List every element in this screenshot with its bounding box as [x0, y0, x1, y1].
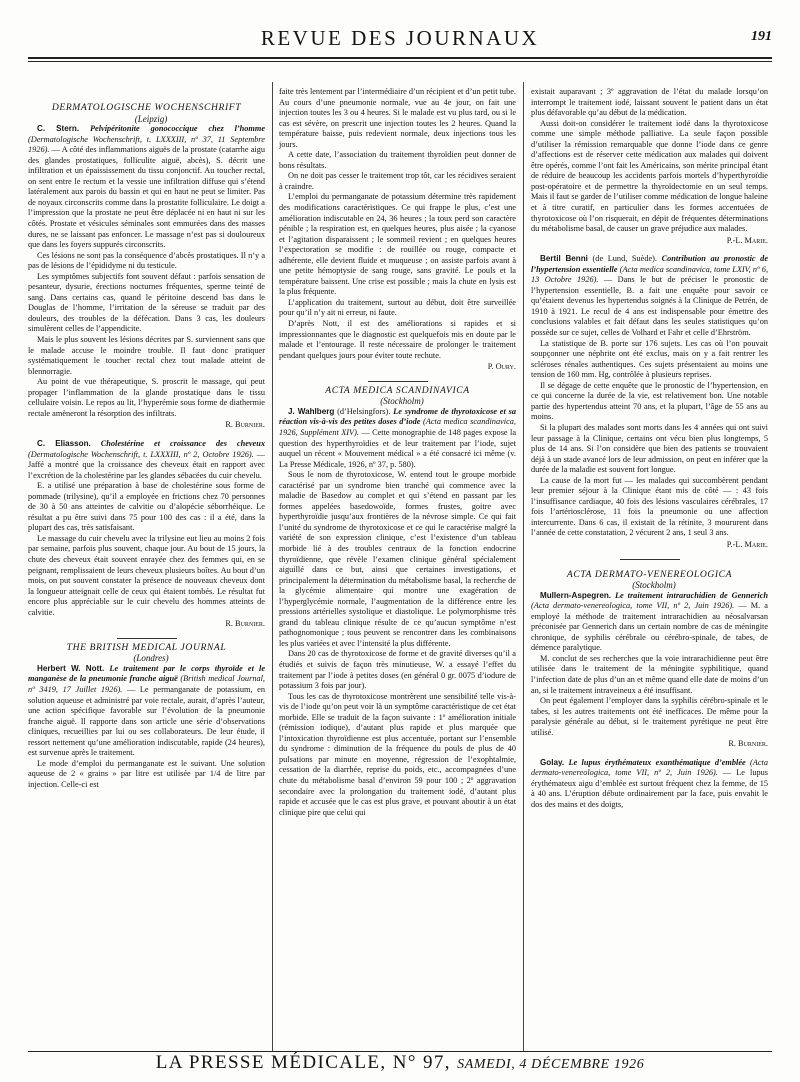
journal-city: (Stockholm) [632, 580, 676, 591]
paragraph: Sous le nom de thyrotoxicose, W. entend tout le groupe morbide caractérisé par un syndrome bien tranché qui commence avec la maladie de Basedow au complet et qui s’étend en passant par les formes appelées basedowoïde, formes frustes, goitre avec hyperthyroïdie jusqu’aux frontières de la névrose simple. Ce qui fait l’unité du syndrome de thyrotoxicose et ce qui le caractérise malgré la variété de son expression clinique, c’est l’existence d’un tableau morbide lié à des troubles centraux de la fonction endocrine thyroïdienne, que révèle l’examen clinique général spécialement aiguillé dans ce but, ainsi que certaines investigations, et principalement la détermination du métabolisme basal, la recherche de la glycémie alimentaire qui montre une exagération de l’hyperglycémie normale, l’augmentation de la différence entre les pressions artérielles systolique et diastolique. Le polymorphisme très grand du tableau clinique résulte de ce qu’aucun symptôme n’est pathognomonique ; tous peuvent se rencontrer dans les combinaisons les plus variées et avec l’intensité la plus différente. [279, 470, 516, 648]
paragraph: faite très lentement par l’intermédiaire d’un récipient et d’un petit tube. Au cours d’une pneumonie normale, vue au 4e jour, on fait une injection toutes les 3 ou 4 heures. Si le malade est vu plus tard, ou si le cas est sévère, on prescrit une injection toutes les 2 heures. Quand la température baisse, puis redevient normale, deux injections tous les jours. [279, 87, 516, 149]
paragraph: L’emploi du permanganate de potassium détermine très rapidement des modifications caractéristiques. Ce qui frappe le plus, c’est une amélioration indiscutable en 24, 36 heures ; la toux perd son caractère pénible ; la respiration est, en quelques heures, plus aisée ; la cyanose et l’agitation disparaissent ; le sommeil revient ; en quelques heures l’expectoration se modifie : de rouillée ou rouge, compacte et adhérente, elle devient fluide et muqueuse ; on assiste parfois avant à une petite hémoptysie de sang rouge, sans gravité. Le pouls et la température baissent. Une crise est possible ; mais la chute en lysis est la plus fréquente. [279, 192, 516, 297]
article-author: Herbert W. Nott. [37, 663, 105, 673]
paragraph: A cette date, l’association du traitement thyroïdien peut donner de bons résultats. [279, 150, 516, 170]
article-author: C. Stern. [37, 124, 80, 134]
article-eliasson [28, 439, 265, 481]
paragraph: Les symptômes subjectifs font souvent défaut : parfois sensation de pesanteur, dysurie, érections nocturnes fréquentes, sperme teinté de sang. Dans certains cas, quand le péritoine descend bas dans le Douglas de l’homme, l’irritation de la séreuse se traduit par des douleurs, des troubles de la défécation. Dans 3 cas, les douleurs simulèrent celles de l’appendicite. [28, 271, 265, 334]
article-text: — Cette monographie de 148 pages expose la question des hyperthyroïdies et de leur traitement par l’iode, sujet auquel un récent « Mouvement médical » a été consacré ici même (v. La Presse Médicale, 1926, nº 37, p. 580). [279, 427, 516, 469]
column-divider [523, 82, 524, 1052]
article-citation: (Dermatologische Wochenschrift, t. LXXXIII, nº 37, 11 Septembre 1926). [28, 134, 265, 155]
paragraph: Mais le plus souvent les lésions décrites par S. surviennent sans que le malade accuse le moindre trouble. Il faut donc pratiquer systématiquement le toucher rectal chez tout malade atteint de blennorragie. [28, 335, 265, 376]
running-title: REVUE DES JOURNAUX [260, 26, 540, 50]
article-author: Bertil Benni [540, 254, 588, 264]
paragraph: La statistique de B. porte sur 176 sujets. Les cas où l’on pouvait soupçonner une néphrite ont été exclus, mais on y a fait rentrer les scléroses rénales authentiques. Ces sujets présentaient au moins une tension de 160 mm. Hg, contrôlée à plusieurs reprises. [531, 338, 768, 380]
paragraph: La cause de la mort fut — les malades qui succombèrent pendant leur premier séjour à la Clinique étant mis de côté — : 43 fois l’insuffisance cardiaque, 40 fois des lésions vasculaires cérébrales, 17 fois l’artériosclérose, 11 fois la pneumonie ou une affection intercurrente. Dans 6 cas, il existait de la rétinite, 3 moururent dans l’année de cette constatation, 2 vécurent 2 ans, 1 seul 3 ans. [531, 475, 768, 538]
article-author: C. Eliasson. [37, 438, 91, 448]
header-rule-thin [28, 61, 772, 62]
header-rule [28, 57, 772, 59]
paragraph: Tous les cas de thyrotoxicose montrèrent une sensibilité telle vis-à-vis de l’iode qu’on peut voir là un symptôme caractéristique de cet état morbide. Elle se traduit de la façon suivante : 1º amélioration initiale (rémission iodique), d’autant plus rapide et plus marquée que l’intoxication thyroïdienne est plus accentuée, portant sur l’ensemble du syndrome : diminution de la fréquence du pouls de plus de 40 pulsations par minute en moyenne, régression de l’exophtalmie, cessation de la diarrhée, reprise du poids, etc., accompagnées d’une chute du métabolisme basal d’environ 59 pour 100 ; 2º aggravation secondaire avec la prolongation du traitement iodé, d’autant plus rapide et accusée que le cas est plus grave, et pouvant aboutir à un état clinique pire que celui qui [279, 691, 516, 817]
paragraph: M. conclut de ses recherches que la voie intrarachidienne peut être utilisée dans le traitement de la méningite syphilitique, quand l’infection date de plus d’un an et même quand elle date de moins d’un an, si le traitement intraveineux a été insuffisant. [531, 653, 768, 695]
journal-city: (Leipzig) [134, 113, 168, 124]
article-citation: (Acta medica scandinavica, 1926, Supplément XIV). [279, 417, 516, 437]
article-title: Le traitement intrarachidien de Gennerich [614, 590, 768, 600]
section-separator [620, 559, 680, 560]
article-citation: (Acta dermato-venereologica, tome VII, nº 2, Juin 1926). [531, 757, 768, 778]
paragraph: E. a utilisé une préparation à base de cholestérine sous forme de pommade (trilysine), qu’il a employée en frictions chez 70 personnes de 30 à 50 ans atteintes de calvitie ou d’alopécie séborrhéique. Le résultat a pu être suivi dans 75 pour 100 des cas : il a été, dans la plupart des cas, très satisfaisant. [28, 481, 265, 533]
article-signature: P. Oury. [487, 362, 516, 372]
article-citation: (Dermatologische Wochenschrift, t. LXXXIII, nº 2, Octobre 1926). [28, 449, 254, 459]
journal-title: ACTA DERMATO-VENEREOLOGICA [566, 568, 733, 580]
paragraph: On peut également l’employer dans la syphilis cérébro-spinale et le tabes, si les autres traitements ont été inefficaces. De même pour la paralysie générale au début, si le traitement pyrétique ne peut être utilisé. [531, 696, 768, 737]
paragraph: On ne doit pas cesser le traitement trop tôt, car les récidives seraient à craindre. [279, 171, 516, 191]
article-signature: R. Burnier. [225, 619, 265, 629]
article-nott [28, 664, 265, 759]
paragraph: D’après Nott, il est des améliorations si rapides et si impressionnantes que le diagnostic est quelquefois mis en doute par le malade et l’entourage. Il reste nécessaire de prolonger le traitement pendant quelques jours pour éviter toute rechute. [279, 319, 516, 360]
paragraph: existait auparavant ; 3º aggravation de l’état du malade lorsqu’on interrompt le traitement iodé, laissant souvent le patient dans un état plus défavorable qu’au début de la médication. [531, 87, 768, 118]
article-author: J. Wahlberg [288, 406, 335, 416]
article-golay [531, 758, 768, 811]
article-mullern [531, 591, 768, 654]
paragraph: Dans 20 cas de thyrotoxicose de forme et de gravité diverses qu’il a étudiés et suivis de façon très minutieuse, W. a essayé l’effet du traitement par l’iode à petites doses (en général 0 gr. 0075 d’iodure de potassium 3 fois par jour). [279, 649, 516, 691]
column-right [531, 87, 768, 1047]
article-affiliation: (d’Helsingfors). [337, 406, 391, 416]
article-benni [531, 254, 768, 338]
footer-date: SAMEDI, 4 DÉCEMBRE 1926 [457, 1057, 645, 1072]
article-title: Le syndrome de thyrotoxicose et sa réaction vis-à-vis des petites doses d’iode [279, 406, 516, 427]
section-separator [117, 638, 177, 639]
journal-title: DERMATOLOGISCHE WOCHENSCHRIFT [51, 102, 242, 113]
paragraph: Aussi doit-on considérer le traitement iodé dans la thyrotoxicose comme une simple méthode palliative. La seule façon possible d’utiliser la rémission remarquable que donne l’iode dans ce genre d’affections est de réserver cette médication aux malades qui doivent être opérés, comme l’ont fait les Américains, son mérite principal étant de réduire de beaucoup les accidents parfois mortels d’hyperthyroïdie post-opératoire et de permettre la thyroïdectomie en un seul temps. Mais il faut se garder de l’utiliser comme médication de longue haleine et à titre curatif, en particulier dans les formes accentuées de thyrotoxicose où l’on risquerait, en dépit de fréquentes déterminations du métabolisme basal, de causer un grave préjudice aux malades. [531, 118, 768, 234]
paragraph: Le massage du cuir chevelu avec la trilysine eut lieu au moins 2 fois par semaine, parfois plus souvent, chaque jour. Au bout de 15 jours, la chute des cheveux était souvent enrayée chez des femmes qui, en se peignant, remplissaient de leurs cheveux plusieurs boîtes. Au bout d’un mois, on put souvent constater la présence de nouveaux cheveux dont la longueur atteignait celle de ceux qui étaient tombés. Le résultat fut encore plus appréciable sur le cuir chevelu des hommes atteints de calvitie. [28, 533, 265, 617]
article-title: Le lupus érythémateux exanthématique d’emblée [568, 757, 746, 767]
article-citation: (Acta dermato-venereologica, tome VII, nº 2, Juin 1926). [531, 601, 735, 611]
article-citation: (British medical Journal, nº 3419, 17 Juillet 1926). [28, 674, 265, 694]
paragraph: Il se dégage de cette enquête que le pronostic de l’hypertension, en ce qui concerne la durée de la vie, est relativement bon. Une notable partie des hypertendus atteint 70 ans, et la plupart, l’âge de 55 ans au moins. [531, 380, 768, 422]
article-text: — Le permanganate de potassium, en solution aqueuse et administré par voie rectale, aurait, d’après l’auteur, une action spécifique favorable sur l’évolution de la pneumonie franche aiguë. Il rapporte dans son article une série d’observations cliniques, recueillies par lui ou ses collaborateurs. De leur étude, il ressort nettement qu’une amélioration indiscutable, rapide (24 heures), est survenue après le traitement. [28, 684, 265, 758]
article-text: — A côté des inflammations aiguës de la prostate (catarrhe aigu des glandes prostatiques, folliculite aiguë, abcès), S. décrit une infiltration et un épaississement du tissu conjonctif. Au toucher rectal, on sent entre le rectum et la vessie une infiltration diffuse qui s’étend latéralement aux parois du bassin et qui en haut ne peut se limiter. Pas de noyaux circonscrits comme dans la prostatite folliculaire. Le doigt a l’impression que la prostate ne peut être déplacée ni en haut ni sur les côtés. Prostate et vésicules séminales sont emmurées dans des masses dures, ne se laissant pas enfoncer. Le massage n’est pas si douloureux que dans les foyers suppurés circonscrits. [28, 145, 265, 250]
column-left [28, 87, 265, 1047]
column-divider [272, 82, 273, 1052]
footer-publication: LA PRESSE MÉDICALE, N° 97, [155, 1052, 451, 1073]
page-header [28, 26, 772, 50]
paragraph: Le mode d’emploi du permanganate est le suivant. Une solution aqueuse de 2 « grains » par litre est utilisée par 1/4 de litre par injection. Celle-ci est [28, 758, 265, 789]
page-number: 191 [751, 29, 772, 44]
article-affiliation: (de Lund, Suède). [592, 254, 657, 264]
article-signature: R. Burnier. [728, 739, 768, 749]
journal-title: THE BRITISH MEDICAL JOURNAL [66, 641, 227, 653]
article-signature: R. Burnier. [225, 420, 265, 430]
article-text: — Le lupus érythémateux aigu d’emblée est surtout fréquent chez la femme, de 15 à 40 ans. L’éruption débute ordinairement par la face, puis envahit le dos des mains et des doigts, [531, 768, 768, 809]
article-citation: (Acta medica scandinavica, tome LXIV, nº 6, 13 Octobre 1926). [531, 264, 768, 285]
journal-city: (Stockholm) [380, 396, 424, 407]
article-stern [28, 124, 265, 251]
column-middle [279, 87, 516, 1047]
article-title: Cholestérine et croissance des cheveux [100, 438, 265, 448]
article-wahlberg [279, 407, 516, 470]
paragraph: L’application du traitement, surtout au début, doit être surveillée pour qu’il n’y ait ni erreur, ni faute. [279, 297, 516, 318]
article-author: Mullern-Aspegren. [540, 590, 612, 600]
paragraph: Ces lésions ne sont pas la conséquence d’abcès prostatiques. Il n’y a pas de lésions de l’épididyme ni du testicule. [28, 250, 265, 271]
article-text: — M. a employé la méthode de traitement intrarachidien au néosalvarsan préconisée par Gennerich dans un certain nombre de cas de méningite chronique, de syphilis cérébrale ou cérébro-spinale, de tabes, de démence paralytique. [531, 601, 768, 653]
article-signature: P.-L. Marie. [726, 539, 768, 549]
section-separator [368, 381, 428, 382]
article-title: Pelvipéritonite gonococcique chez l’homme [89, 124, 265, 134]
paragraph: Au point de vue thérapeutique, S. proscrit le massage, qui peut propager l’inflammation de la glande prostatique dans le tissu cellulaire voisin. Le repos au lit, l’hyperémie sous forme de diathermie rectale amèneront la résorption des infiltrats. [28, 377, 265, 418]
article-title: Contribution au pronostic de l’hypertension essentielle [531, 254, 768, 274]
journal-city: (Londres) [133, 653, 169, 664]
article-title: Le traitement par le corps thyroïde et le manganèse de la pneumonie franche aiguë [28, 663, 265, 684]
journal-title: ACTA MEDICA SCANDINAVICA [325, 384, 470, 396]
article-text: — Dans le but de préciser le pronostic de l’hypertension essentielle, B. a fait une enquête pour savoir ce qu’étaient devenus les hypertendus soignés à la Clinique de Petrén, de 1910 à 1921. Le recul de 4 ans est indispensable pour émettre des conclusions valables et fait défaut dans les seules statistiques qu’on possède sur ce sujet, celles de Volhard et Fahr et celle d’Ehrström. [531, 275, 768, 338]
article-signature: P.-L. Marie. [726, 235, 768, 245]
paragraph: Si la plupart des malades sont morts dans les 4 années qui ont suivi leur passage à la Clinique, certains ont vécu bien plus longtemps, 5 plus de 14 ans. Si l’on considère que bien des patients se trouvaient déjà à un stade avancé lors de leur admission, on peut en inférer que la durée de la maladie est souvent fort longue. [531, 422, 768, 475]
article-text: — Jaffé a montré que la croissance des cheveux était en rapport avec l’excrétion de la cholestérine par les glandes sébacées du cuir chevelu. [28, 449, 265, 480]
article-author: Golay. [540, 757, 565, 767]
page-footer [28, 1052, 772, 1074]
